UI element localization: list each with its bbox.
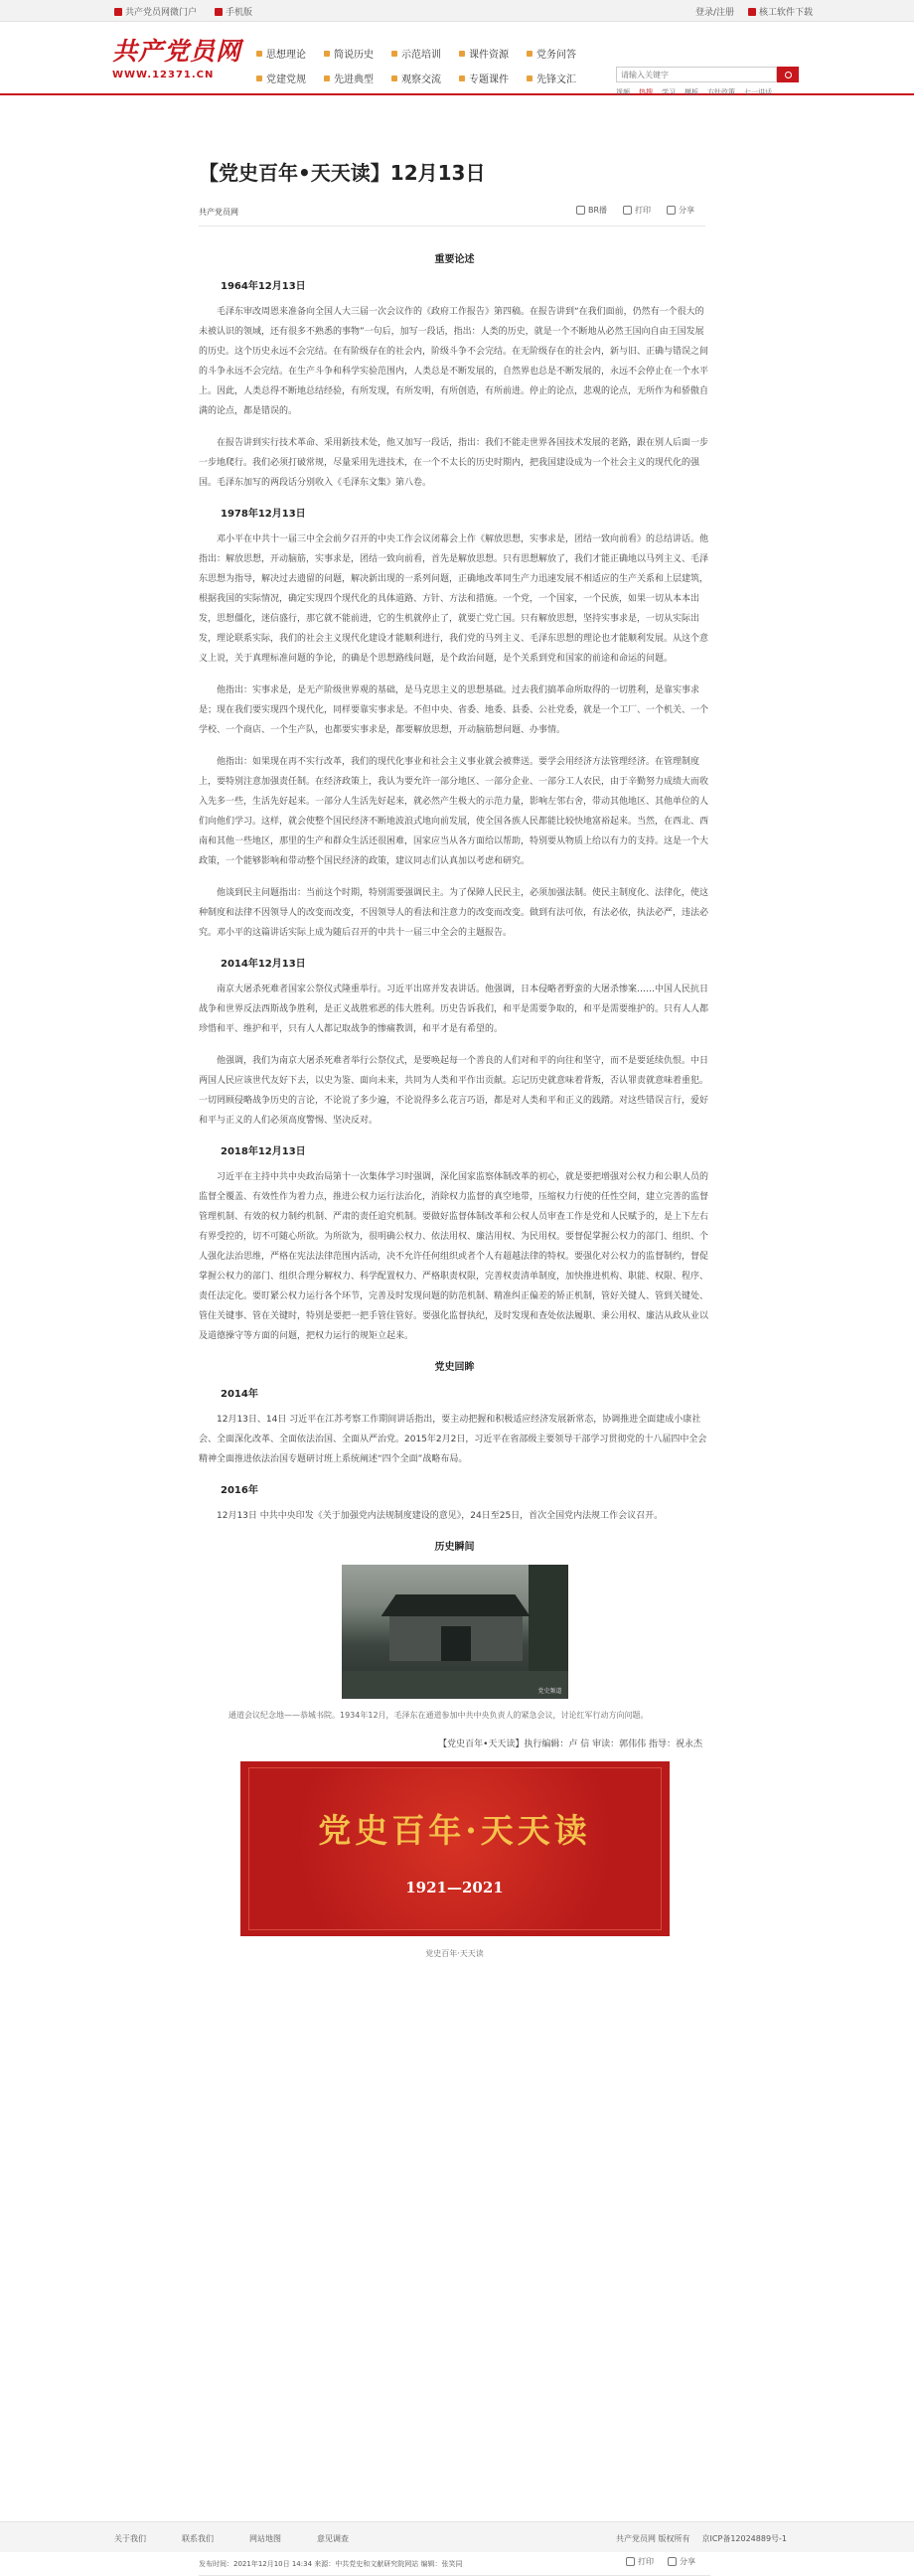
date-heading: 2016年 (221, 1485, 258, 1496)
site-header (0, 22, 914, 95)
app-download-link[interactable]: 核工软件下载 (748, 5, 813, 18)
paragraph: 12月13日、14日 习近平在江苏考察工作期间讲话指出，要主动把握和积极适应经济发展新常态，协调推进全面建成小康社会、全面深化改革、全面依法治国、全面从严治党。2015年2月2日，习近平在省部级主要领导干部学习贯彻党的十八届四中全会精神全面推进依法治国专题研讨班上系统阐述“四个全面”战略布局。 (199, 1415, 707, 1464)
broadcast-button[interactable]: BR播 (576, 205, 607, 216)
share-button[interactable]: 分享 (667, 205, 694, 216)
hot-keyword[interactable]: 七一讲话 (744, 88, 772, 96)
hot-keyword[interactable]: 学习 (662, 88, 676, 96)
banner-caption: 党史百年·天天读 (425, 1949, 484, 1958)
nav-item[interactable]: 课件资源 (459, 46, 527, 61)
hot-keyword[interactable]: 模板 (685, 88, 698, 96)
nav-item[interactable]: 思想理论 (256, 46, 324, 61)
hot-keywords (616, 87, 772, 97)
date-heading: 1964年12月13日 (221, 281, 306, 292)
paragraph: 习近平在主持中共中央政治局第十一次集体学习时强调，深化国家监察体制改革的初心，就是要把增强对公权力和公职人员的监督全覆盖、有效性作为着力点，推进公权力运行法治化，消除权力监督的真空地带，压缩权力行使的任性空间，建立完善的监督管理机制、有效的权力制约机制、严肃的责任追究机制。要做好监督体制改革和公权人员审查工作是党和人民赋予的，是上下左右有界受控的，切不可随心所欲。为所欲为，很明确公权力、依法用权、廉洁用权、为民用权。要督促掌握公权力的部门、组织、个人强化法治思维，严格在宪法法律范围内活动，决不允许任何组织或者个人有超越法律的特权。要强化对公权力的监督制约，督促掌握公权力的部门、组织合理分解权力、科学配置权力、严格职责权限，完善权责清单制度，加快推进机构、职能、权限、程序、责任法定化。要盯紧公权力运行各个环节，完善及时发现问题的防范机制、精准纠正偏差的矫正机制，管好关键人、管到关键处、管住关键事、管在关键时，特别是要把一把手管住管好。要强化监督执纪，及时发现和查处依法履职、秉公用权、廉洁从政从业以及道德操守等方面的问题，把权力运行的规矩立起来。 (199, 1172, 709, 1341)
search-icon (785, 72, 792, 78)
nav-bullet-icon (256, 76, 262, 81)
hot-keyword[interactable]: 视频 (616, 88, 630, 96)
search-button[interactable] (777, 67, 799, 82)
footer-link-sitemap[interactable]: 网站地图 (249, 2534, 281, 2543)
phone-icon (215, 8, 223, 16)
nav-bullet-icon (527, 51, 533, 57)
date-heading: 2014年 (221, 1389, 258, 1400)
top-bar (0, 0, 914, 22)
main-nav (256, 46, 594, 85)
article-source: 共产党员网 (199, 208, 238, 217)
share-icon (668, 2557, 677, 2566)
nav-bullet-icon (256, 51, 262, 57)
hot-keyword[interactable]: 方针政策 (707, 88, 735, 96)
nav-item[interactable]: 专题课件 (459, 71, 527, 85)
section-heading: 历史瞬间 (434, 1542, 475, 1553)
nav-item[interactable]: 简说历史 (324, 46, 391, 61)
search-input[interactable] (616, 67, 777, 82)
print-button[interactable]: 打印 (623, 205, 651, 216)
share-button-bottom[interactable]: 分享 (668, 2556, 695, 2567)
nav-bullet-icon (324, 51, 330, 57)
banner-title: 党史百年·天天读 (318, 1811, 591, 1850)
footer-link-contact[interactable]: 联系我们 (182, 2534, 214, 2543)
article-body (199, 244, 710, 1971)
nav-bullet-icon (324, 76, 330, 81)
paragraph: 邓小平在中共十一届三中全会前夕召开的中央工作会议闭幕会上作《解放思想，实事求是，团结一致向前看》的总结讲话。他指出：解放思想，开动脑筋，实事求是，团结一致向前看，首先是解放思想。只有思想解放了，我们才能正确地以马列主义、毛泽东思想为指导，解决过去遗留的问题，解决新出现的一系列问题，正确地改革同生产力迅速发展不相适应的生产关系和上层建筑，根据我国的实际情况，确定实现四个现代化的具体道路、方针、方法和措施。一个党，一个国家，一个民族，如果一切从本本出发，思想僵化，迷信盛行，那它就不能前进，它的生机就停止了，就要亡党亡国。只有解放思想，坚持实事求是，一切从实际出发，理论联系实际，我们的社会主义现代化建设才能顺利进行，我们党的马列主义、毛泽东思想的理论也才能顺利发展。从这个意义上说，关于真理标准问题的争论，的确是个思想路线问题，是个政治问题，是个关系到党和国家的前途和命运的问题。 (199, 534, 709, 664)
paragraph: 他指出：如果现在再不实行改革，我们的现代化事业和社会主义事业就会被葬送。要学会用经济方法管理经济。在管理制度上，要特别注意加强责任制。在经济政策上，我认为要允许一部分地区、一部分企业、一部分工人农民，由于辛勤努力成绩大而收入先多一些，生活先好起来。一部分人生活先好起来，就必然产生极大的示范力量，影响左邻右舍，带动其他地区、其他单位的人们向他们学习。这样，就会使整个国民经济不断地波浪式地向前发展，使全国各族人民都能比较快地富裕起来。当然，在西北、西南和其他一些地区，那里的生产和群众生活还很困难，国家应当从各方面给以帮助，特别要从物质上给以有力的支持。这是一个大政策，一个能够影响和带动整个国民经济的政策，建议同志们认真加以考虑和研究。 (199, 757, 709, 866)
copyright: 共产党员网 版权所有 (616, 2534, 690, 2543)
paragraph: 12月13日 中共中央印发《关于加强党内法规制度建设的意见》，24日至25日，首次全国党内法规工作会议召开。 (217, 1511, 664, 1521)
publish-meta (199, 2556, 710, 2576)
paragraph: 毛泽东审改周恩来准备向全国人大三届一次会议作的《政府工作报告》第四稿。在报告讲到“在我们面前，仍然有一个很大的未被认识的领域，还有很多不熟悉的事物”一句后，加写一段话，指出：人类的历史，就是一个不断地从必然王国向自由王国发展的历史。这个历史永远不会完结。在有阶级存在的社会内，阶级斗争不会完结。在无阶级存在的社会内，新与旧、正确与错误之间的斗争永远不会完结。在生产斗争和科学实验范围内，人类总是不断发展的，自然界也总是不断发展的，永远不会停止在一个水平上。因此，人类总得不断地总结经验，有所发现，有所发明，有所创造，有所前进。停止的论点，悲观的论点，无所作为和骄傲自满的论点，都是错误的。 (199, 307, 709, 416)
date-heading: 2014年12月13日 (221, 959, 306, 970)
paragraph: 他指出：实事求是，是无产阶级世界观的基础，是马克思主义的思想基础。过去我们搞革命所取得的一切胜利，是靠实事求是；现在我们要实现四个现代化，同样要靠实事求是。不但中央、省委、地委、县委、公社党委，就是一个工厂、一个机关、一个学校、一个商店、一个生产队，也都要实事求是，都要解放思想，开动脑筋想问题、办事情。 (199, 685, 709, 735)
print-icon (626, 2557, 635, 2566)
nav-item[interactable]: 示范培训 (391, 46, 459, 61)
nav-item[interactable]: 党务问答 (527, 46, 594, 61)
photo-watermark: 党史频道 (537, 1688, 562, 1695)
paragraph: 南京大屠杀死难者国家公祭仪式隆重举行。习近平出席并发表讲话。他强调，日本侵略者野蛮的大屠杀惨案……中国人民抗日战争和世界反法西斯战争胜利，是正义战胜邪恶的伟大胜利。历史告诉我们，和平是需要争取的，和平是需要维护的。只有人人都珍惜和平、维护和平，只有人人都记取战争的惨痛教训，和平才是有希望的。 (199, 985, 709, 1034)
mobile-portal-link[interactable]: 共产党员网微门户 (114, 5, 197, 18)
nav-item[interactable]: 党建党规 (256, 71, 324, 85)
editor-credits: 【党史百年•天天读】执行编辑：卢 信 审读：郭伟伟 指导：祝永杰 (438, 1740, 702, 1749)
footer-link-survey[interactable]: 意见调查 (317, 2534, 349, 2543)
print-button-bottom[interactable]: 打印 (626, 2556, 654, 2567)
share-icon (667, 206, 676, 215)
nav-item[interactable]: 先进典型 (324, 71, 391, 85)
print-icon (623, 206, 632, 215)
login-link[interactable]: 登录/注册 (695, 8, 735, 18)
history-photo (342, 1565, 568, 1699)
publish-info: 发布时间：2021年12月10日 14:34 来源：中共党史和文献研究院网站 编辑：张笑同 (199, 2560, 463, 2568)
speaker-icon (576, 206, 585, 215)
paragraph: 他谈到民主问题指出：当前这个时期，特别需要强调民主。为了保障人民民主，必须加强法制。使民主制度化、法律化，使这种制度和法律不因领导人的改变而改变，不因领导人的看法和注意力的改变而改变。做到有法可依，有法必依，执法必严，违法必究。邓小平的这篇讲话实际上成为随后召开的中共十一届三中全会的主题报告。 (199, 888, 709, 938)
hot-keyword[interactable]: 热搜 (639, 88, 653, 96)
nav-item[interactable]: 先锋文汇 (527, 71, 594, 85)
site-footer (0, 2521, 914, 2552)
logo-brand: 共产党员网 (112, 37, 242, 66)
date-heading: 1978年12月13日 (221, 509, 306, 520)
nav-bullet-icon (459, 76, 465, 81)
article-title: 【党史百年•天天读】12月13日 (199, 161, 486, 185)
portal-icon (114, 8, 122, 16)
banner-years: 1921—2021 (405, 1879, 504, 1896)
download-icon (748, 8, 756, 16)
nav-item[interactable]: 观察交流 (391, 71, 459, 85)
article-meta (199, 205, 705, 227)
photo-caption: 通道会议纪念地——恭城书院。1934年12月，毛泽东在通道参加中共中央负责人的紧急会议，讨论红军行动方向问题。 (228, 1711, 649, 1720)
nav-bullet-icon (391, 51, 397, 57)
paragraph: 他强调，我们为南京大屠杀死难者举行公祭仪式，是要唤起每一个善良的人们对和平的向往和坚守，而不是要延续仇恨。中日两国人民应该世代友好下去，以史为鉴、面向未来，共同为人类和平作出贡献。忘记历史就意味着背叛，否认罪责就意味着重犯。一切罔顾侵略战争历史的言论，不论说了多少遍，不论说得多么花言巧语，都是对人类和平和正义的践踏。对这些错误言行，爱好和平与正义的人们必须高度警惕、坚决反对。 (199, 1056, 709, 1126)
series-banner (240, 1761, 670, 1936)
section-heading: 党史回眸 (434, 1362, 475, 1373)
logo-url: WWW.12371.CN (112, 70, 215, 80)
paragraph: 在报告讲到实行技术革命、采用新技术处，他又加写一段话，指出：我们不能走世界各国技术发展的老路，跟在别人后面一步一步地爬行。我们必须打破常规，尽量采用先进技术，在一个不太长的历史时期内，把我国建设成为一个社会主义的现代化的强国。毛泽东加写的两段话分别收入《毛泽东文集》第八卷。 (199, 438, 709, 488)
site-logo[interactable] (112, 32, 242, 83)
mobile-version-link[interactable]: 手机版 (215, 5, 252, 18)
footer-link-about[interactable]: 关于我们 (114, 2534, 146, 2543)
nav-bullet-icon (459, 51, 465, 57)
nav-bullet-icon (527, 76, 533, 81)
section-heading: 重要论述 (434, 254, 475, 265)
icp-number[interactable]: 京ICP备12024889号-1 (701, 2534, 788, 2543)
nav-bullet-icon (391, 76, 397, 81)
date-heading: 2018年12月13日 (221, 1146, 306, 1157)
search-bar (616, 67, 799, 82)
